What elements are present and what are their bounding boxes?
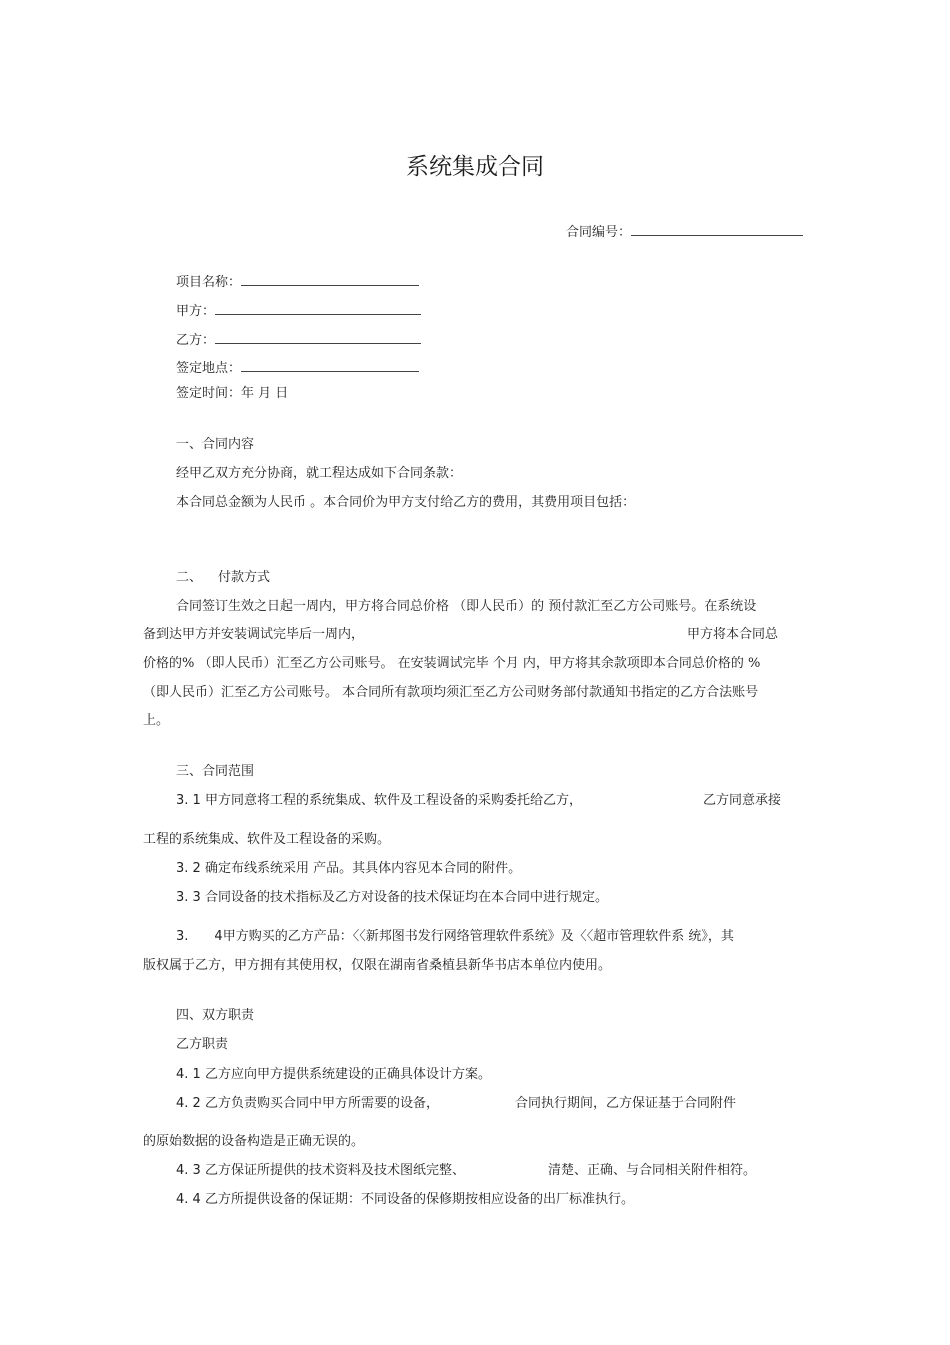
party-a-label: 甲方： [176, 304, 216, 319]
clause-4-4-number: 4. 4 [176, 1192, 201, 1207]
clause-3-1-text-a: 甲方同意将工程的系统集成、软件及工程设备的采购委托给乙方， [204, 793, 582, 808]
section-4-subheading: 乙方职责 [176, 1037, 229, 1052]
clause-3-3-text: 合同设备的技术指标及乙方对设备的技术保证均在本合同中进行规定。 [204, 890, 608, 905]
project-name-blank [241, 273, 419, 286]
party-b-label: 乙方： [176, 333, 216, 348]
clause-4-2-number: 4. 2 [176, 1096, 201, 1111]
clause-3-1-text-c: 工程的系统集成、软件及工程设备的采购。 [143, 832, 391, 847]
signing-time: 签定时间：年 月 日 [176, 386, 289, 401]
clause-4-4-text: 乙方所提供设备的保证期：不同设备的保修期按相应设备的出厂标准执行。 [204, 1192, 634, 1207]
page-title: 系统集成合同 [406, 154, 544, 180]
clause-3-2-number: 3. 2 [176, 861, 201, 876]
contract-number-label: 合同编号： [566, 225, 632, 240]
clause-4-2-text-c: 的原始数据的设备构造是正确无误的。 [143, 1134, 365, 1149]
project-name-field [176, 273, 419, 292]
section-1-para-2: 本合同总金额为人民币 。本合同价为甲方支付给乙方的费用，其费用项目包括： [176, 495, 636, 510]
clause-3-1 [176, 792, 582, 810]
clause-3-4-number: 3. [176, 929, 189, 944]
clause-3-2 [176, 860, 521, 878]
section-3-heading: 三、合同范围 [176, 764, 255, 779]
clause-3-4-text-b: 版权属于乙方，甲方拥有其使用权，仅限在湖南省桑植县新华书店本单位内使用。 [143, 958, 612, 973]
section-2-line-1: 合同签订生效之日起一周内，甲方将合同总价格 （即人民币）的 预付款汇至乙方公司账号。在系统设 [176, 599, 757, 614]
clause-3-3 [176, 889, 608, 907]
section-1-heading: 一、合同内容 [176, 437, 255, 452]
section-2-line-2b: 甲方将本合同总 [687, 627, 779, 642]
clause-4-3-text-b: 清楚、正确、与合同相关附件相符。 [548, 1163, 757, 1178]
clause-3-4-text-a: 甲方购买的乙方产品：〈〈新邦图书发行网络管理软件系统》及〈〈超市管理软件系 统》，其 [222, 929, 734, 944]
section-2-line-4: （即人民币）汇至乙方公司账号。 本合同所有款项均须汇至乙方公司财务部付款通知书指定的乙方合法账号 [143, 685, 759, 700]
section-2-title: 付款方式 [218, 570, 271, 585]
section-1-para-1: 经甲乙双方充分协商，就工程达成如下合同条款： [176, 466, 463, 481]
clause-3-4-number-b: 4 [214, 929, 223, 944]
section-4-heading: 四、双方职责 [176, 1008, 255, 1023]
clause-4-2-text-a: 乙方负责购买合同中甲方所需要的设备， [204, 1096, 439, 1111]
contract-number-blank [631, 223, 803, 236]
clause-4-2 [176, 1095, 439, 1113]
signing-place-field [176, 359, 419, 378]
clause-4-3-number: 4. 3 [176, 1163, 201, 1178]
project-name-label: 项目名称： [176, 275, 242, 290]
section-2-number: 二、 [176, 570, 203, 585]
section-2-heading [176, 569, 270, 587]
signing-place-label: 签定地点： [176, 361, 242, 376]
clause-4-1-text: 乙方应向甲方提供系统建设的正确具体设计方案。 [204, 1067, 491, 1082]
clause-4-3 [176, 1162, 465, 1180]
clause-4-1-number: 4. 1 [176, 1067, 201, 1082]
party-b-blank [215, 331, 421, 344]
section-2-line-3: 价格的% （即人民币）汇至乙方公司账号。 在安装调试完毕 个月 内，甲方将其余款项即本合同总价格的 % [143, 656, 761, 671]
contract-number-field [566, 223, 803, 242]
party-a-field [176, 302, 421, 321]
clause-3-3-number: 3. 3 [176, 890, 201, 905]
signing-place-blank [241, 359, 419, 372]
section-2-line-2a: 备到达甲方并安装调试完毕后一周内， [143, 627, 365, 642]
clause-4-4 [176, 1191, 634, 1209]
clause-3-1-number: 3. 1 [176, 793, 201, 808]
section-2-line-5: 上。 [143, 713, 170, 728]
clause-4-3-text-a: 乙方保证所提供的技术资料及技术图纸完整、 [204, 1163, 465, 1178]
clause-4-2-text-b: 合同执行期间，乙方保证基于合同附件 [515, 1096, 737, 1111]
clause-3-1-text-b: 乙方同意承接 [703, 793, 782, 808]
party-b-field [176, 331, 421, 350]
clause-4-1 [176, 1066, 491, 1084]
clause-3-4 [176, 928, 734, 946]
party-a-blank [215, 302, 421, 315]
clause-3-2-text: 确定布线系统采用 产品。其具体内容见本合同的附件。 [204, 861, 522, 876]
